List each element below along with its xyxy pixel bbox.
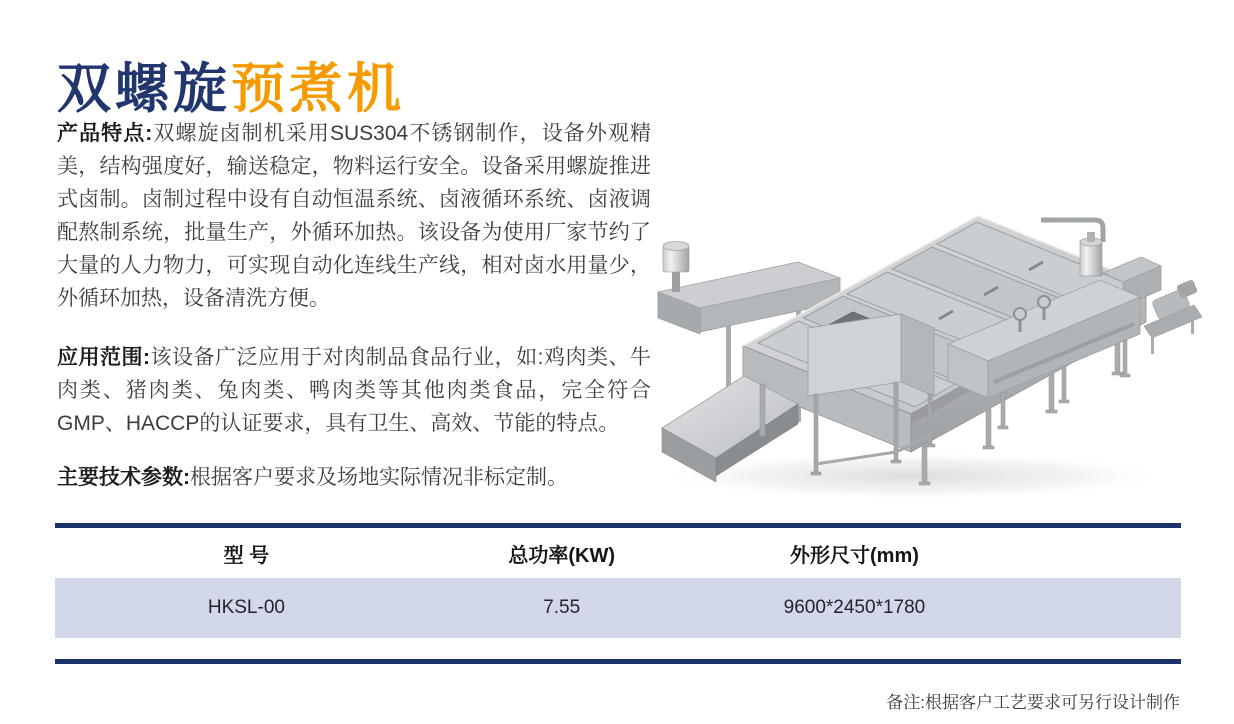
product-features-label: 产品特点: bbox=[57, 122, 153, 145]
machine-render-svg bbox=[648, 176, 1214, 512]
table-header-row bbox=[55, 528, 1181, 578]
technical-params-text: 根据客户要求及场地实际情况非标定制。 bbox=[190, 466, 568, 489]
footer-note: 备注:根据客户工艺要求可另行设计制作 bbox=[886, 693, 1180, 712]
table-bottom-rule bbox=[55, 659, 1181, 664]
table-gap bbox=[55, 638, 1181, 659]
application-scope-paragraph bbox=[57, 341, 651, 440]
spec-table bbox=[55, 523, 1181, 664]
filter-cylinder bbox=[1080, 242, 1102, 276]
table-header-power: 总功率(KW) bbox=[508, 544, 615, 567]
page-title-navy-part: 双螺旋 bbox=[57, 59, 231, 120]
application-scope-text: 该设备广泛应用于对肉制品食品行业，如:鸡肉类、牛肉类、猪肉类、兔肉类、鸭肉类等其他肉类食品，完全符合GMP、HACCP的认证要求，具有卫生、高效、节能的特点。 bbox=[57, 346, 651, 435]
page-title-orange-part: 预煮机 bbox=[231, 59, 405, 120]
product-features-paragraph bbox=[57, 117, 651, 315]
table-header-dimensions: 外形尺寸(mm) bbox=[790, 544, 919, 567]
application-scope-label: 应用范围: bbox=[57, 346, 151, 369]
table-data-row bbox=[55, 578, 1181, 638]
table-cell-dimensions: 9600*2450*1780 bbox=[783, 597, 926, 618]
table-cell-power: 7.55 bbox=[543, 597, 581, 618]
machine-render-illustration bbox=[648, 176, 1214, 512]
table-cell-model: HKSL-00 bbox=[207, 597, 285, 618]
table-header-model: 型 号 bbox=[223, 544, 270, 567]
product-features-text: 双螺旋卤制机采用SUS304不锈钢制作，设备外观精美，结构强度好，输送稳定，物料运行安全。设备采用螺旋推进式卤制。卤制过程中设有自动恒温系统、卤液循环系统、卤液调配熬制系统，批量生产，外循环加热。该设备为使用厂家节约了大量的人力物力，可实现自动化连线生产线，相对卤水用量少，外循环加热，设备清洗方便。 bbox=[57, 122, 651, 310]
technical-params-paragraph bbox=[57, 461, 651, 494]
technical-params-label: 主要技术参数: bbox=[57, 466, 190, 489]
page-title bbox=[57, 60, 405, 119]
